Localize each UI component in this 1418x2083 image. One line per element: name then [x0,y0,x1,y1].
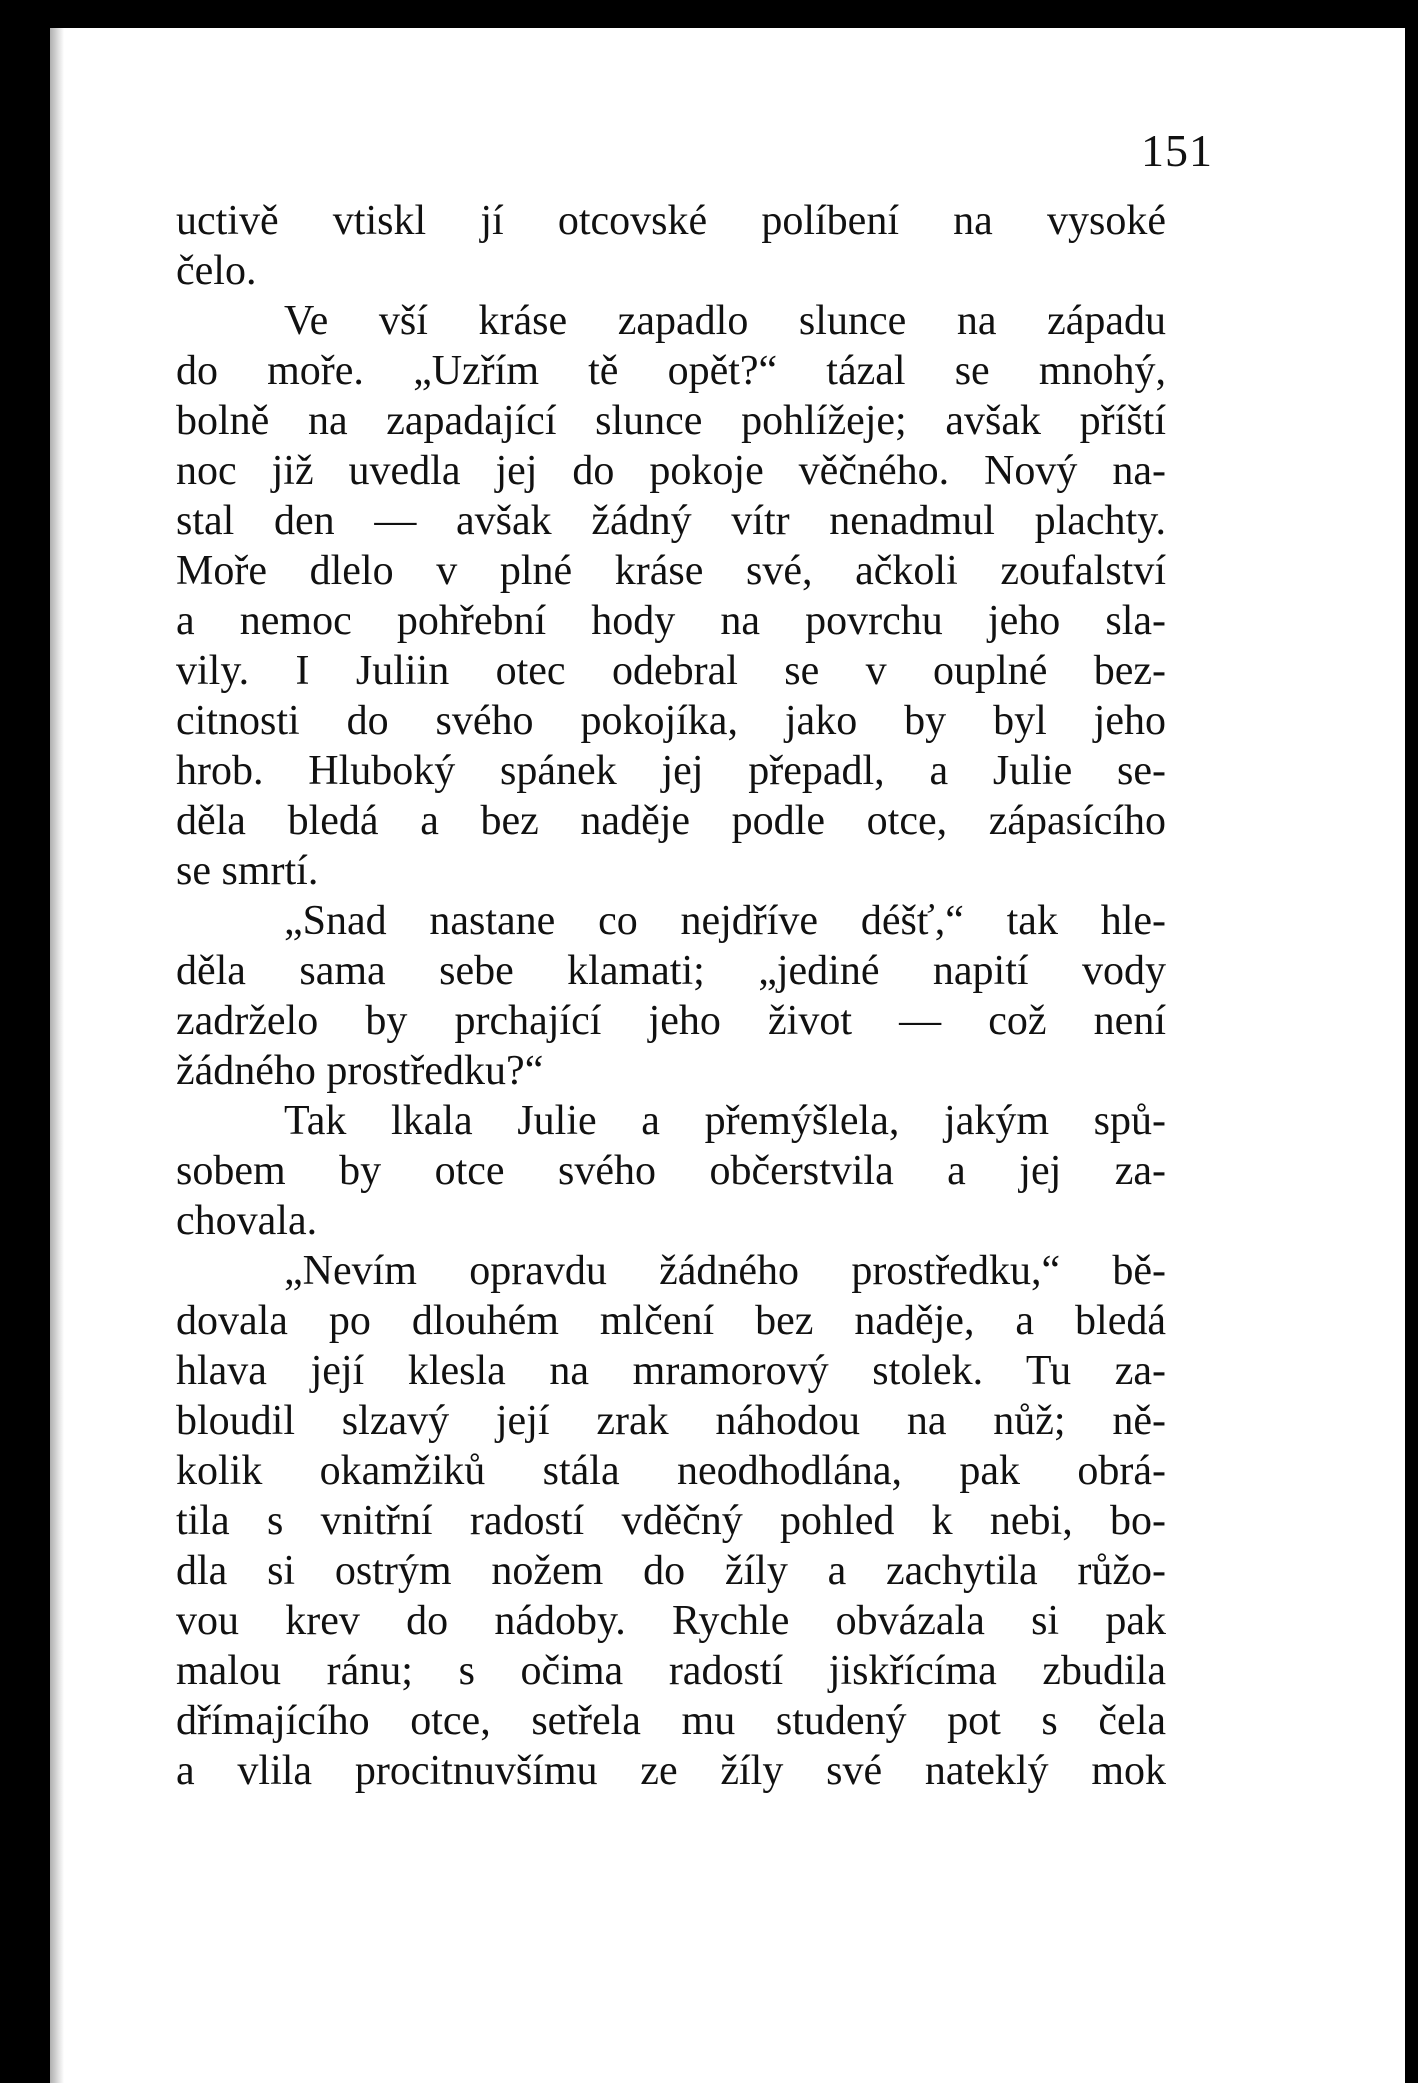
text-line: zadrželo by prchající jeho život — což není [176,998,1166,1044]
text-line: čelo. [176,248,257,294]
page-edge-shadow [50,28,64,2083]
text-line: a nemoc pohřební hody na povrchu jeho sla- [176,598,1166,644]
text-line: děla sama sebe klamati; „jediné napití vody [176,948,1166,994]
text-line: a vlila procitnuvšímu ze žíly své nateklý mok [176,1748,1166,1794]
text-line: se smrtí. [176,848,319,894]
text-line: tila s vnitřní radostí vděčný pohled k nebi, bo- [176,1498,1166,1544]
text-line: chovala. [176,1198,318,1244]
text-line: vou krev do nádoby. Rychle obvázala si pak [176,1598,1166,1644]
page-number: 151 [1141,125,1213,176]
text-line: sobem by otce svého občerstvila a jej za- [176,1148,1166,1194]
text-line: noc již uvedla jej do pokoje věčného. Nový na- [176,448,1166,494]
text-line: žádného prostředku?“ [176,1048,544,1094]
text-line: do moře. „Uzřím tě opět?“ tázal se mnohý, [176,348,1166,394]
book-page [50,28,1405,2083]
text-line: dovala po dlouhém mlčení bez naděje, a bledá [176,1298,1166,1344]
text-line: hlava její klesla na mramorový stolek. Tu za- [176,1348,1166,1394]
text-line: kolik okamžiků stála neodhodlána, pak obrá- [176,1448,1166,1494]
body-text [176,196,1166,1796]
text-line: hrob. Hluboký spánek jej přepadl, a Julie se- [176,748,1166,794]
text-line: bolně na zapadající slunce pohlížeje; avšak příští [176,398,1166,444]
text-line: „Snad nastane co nejdříve déšť,“ tak hle- [284,898,1166,944]
text-line: vily. I Juliin otec odebral se v ouplné bez- [176,648,1166,694]
text-line: dla si ostrým nožem do žíly a zachytila růžo- [176,1548,1166,1594]
text-line: Moře dlelo v plné kráse své, ačkoli zoufalství [176,548,1166,594]
text-line: bloudil slzavý její zrak náhodou na nůž; ně- [176,1398,1166,1444]
text-line: Ve vší kráse zapadlo slunce na západu [284,298,1166,344]
text-line: „Nevím opravdu žádného prostředku,“ bě- [284,1248,1166,1294]
text-line: stal den — avšak žádný vítr nenadmul plachty. [176,498,1166,544]
text-line: dřímajícího otce, setřela mu studený pot s čela [176,1698,1166,1744]
text-line: děla bledá a bez naděje podle otce, zápasícího [176,798,1166,844]
text-line: citnosti do svého pokojíka, jako by byl jeho [176,698,1166,744]
text-line: malou ránu; s očima radostí jiskřícíma zbudila [176,1648,1166,1694]
text-line: uctivě vtiskl jí otcovské políbení na vysoké [176,198,1166,244]
text-line: Tak lkala Julie a přemýšlela, jakým spů- [284,1098,1166,1144]
